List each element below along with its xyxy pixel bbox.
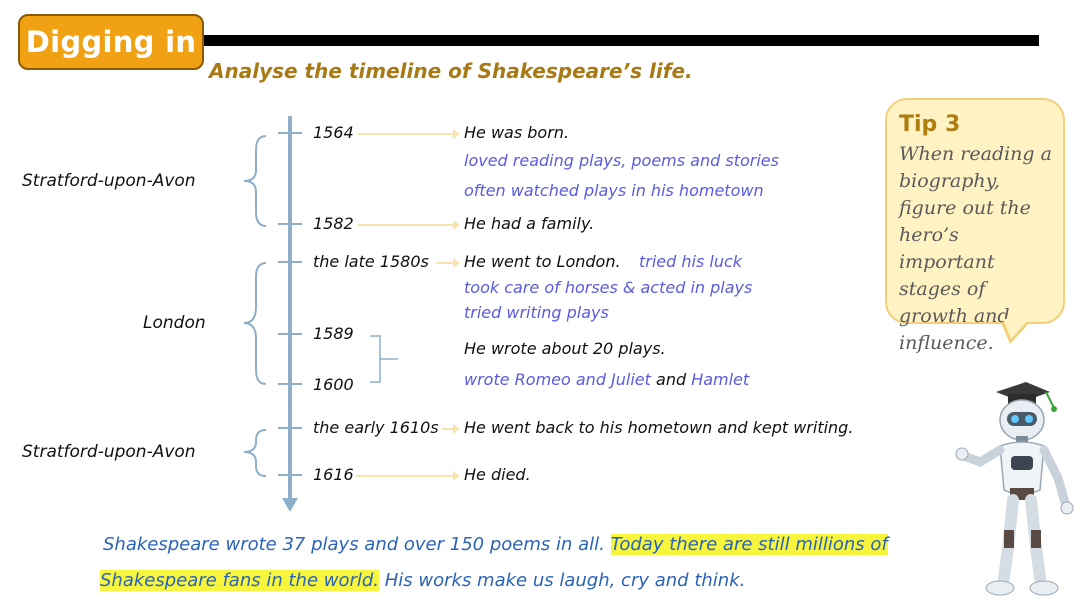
tick-1616 — [278, 474, 302, 476]
note-loved: loved reading plays, poems and stories — [464, 151, 779, 170]
tip-tail-inner — [1003, 319, 1029, 339]
brace-stratford-1 — [244, 136, 266, 226]
tick-1589 — [278, 333, 302, 335]
robot-mascot-icon — [950, 378, 1078, 600]
brace-group — [236, 130, 276, 500]
summary-line-2 — [100, 568, 745, 594]
place-label-stratford-2: Stratford-upon-Avon — [22, 442, 196, 462]
summary-part2: His works make us laugh, cry and think. — [379, 570, 746, 591]
note-writing: tried writing plays — [464, 303, 609, 322]
tick-late1580s — [278, 261, 302, 263]
year-1564: 1564 — [313, 123, 354, 142]
event-family: He had a family. — [464, 214, 595, 233]
summary-part1: Shakespeare wrote 37 plays and over 150 poems in all. — [103, 534, 611, 555]
arrow-1564 — [358, 133, 454, 135]
event-plays20: He wrote about 20 plays. — [464, 339, 666, 358]
tip-text: When reading a biography, figure out the hero’s important stages of growth and influence. — [899, 143, 1052, 354]
arrow-early1610s — [442, 428, 454, 430]
tip-title: Tip 3 — [899, 112, 961, 137]
arrow-late1580s — [436, 262, 454, 264]
tip-box — [885, 98, 1065, 354]
timeline-axis — [288, 116, 292, 500]
timeline-arrowhead — [282, 498, 298, 512]
subtitle: Analyse the timeline of Shakespeare’s life. — [209, 59, 693, 83]
summary-line-1 — [103, 532, 888, 558]
bracket-1589-1600 — [368, 334, 404, 386]
note-hamlet: Hamlet — [691, 370, 750, 389]
note-horses: took care of horses & acted in plays — [464, 278, 753, 297]
note-works — [464, 370, 749, 390]
place-label-stratford-1: Stratford-upon-Avon — [22, 171, 196, 191]
note-luck: tried his luck — [639, 252, 743, 271]
brace-london — [244, 263, 266, 384]
year-early1610s: the early 1610s — [313, 418, 439, 437]
tick-1600 — [278, 383, 302, 385]
note-watched: often watched plays in his hometown — [464, 181, 764, 200]
tick-early1610s — [278, 427, 302, 429]
summary-highlight-1: Today there are still millions of — [610, 534, 888, 555]
tick-1582 — [278, 223, 302, 225]
tick-1564 — [278, 132, 302, 134]
section-badge: Digging in — [18, 14, 204, 70]
event-born: He was born. — [464, 123, 570, 142]
note-romeo: wrote Romeo and Juliet — [464, 370, 651, 389]
event-london: He went to London. — [464, 252, 621, 271]
year-1600: 1600 — [313, 375, 354, 394]
note-and: and — [656, 370, 687, 389]
arrow-1616 — [356, 475, 454, 477]
arrow-1582 — [358, 224, 454, 226]
year-1616: 1616 — [313, 465, 354, 484]
event-died: He died. — [464, 465, 531, 484]
event-back: He went back to his hometown and kept writing. — [464, 418, 854, 437]
header-bar — [200, 35, 1039, 46]
place-label-london: London — [143, 313, 206, 333]
brace-stratford-2 — [244, 430, 266, 476]
year-1582: 1582 — [313, 214, 354, 233]
summary-highlight-2: Shakespeare fans in the world. — [100, 570, 380, 591]
year-1589: 1589 — [313, 324, 354, 343]
year-late1580s: the late 1580s — [313, 252, 429, 271]
